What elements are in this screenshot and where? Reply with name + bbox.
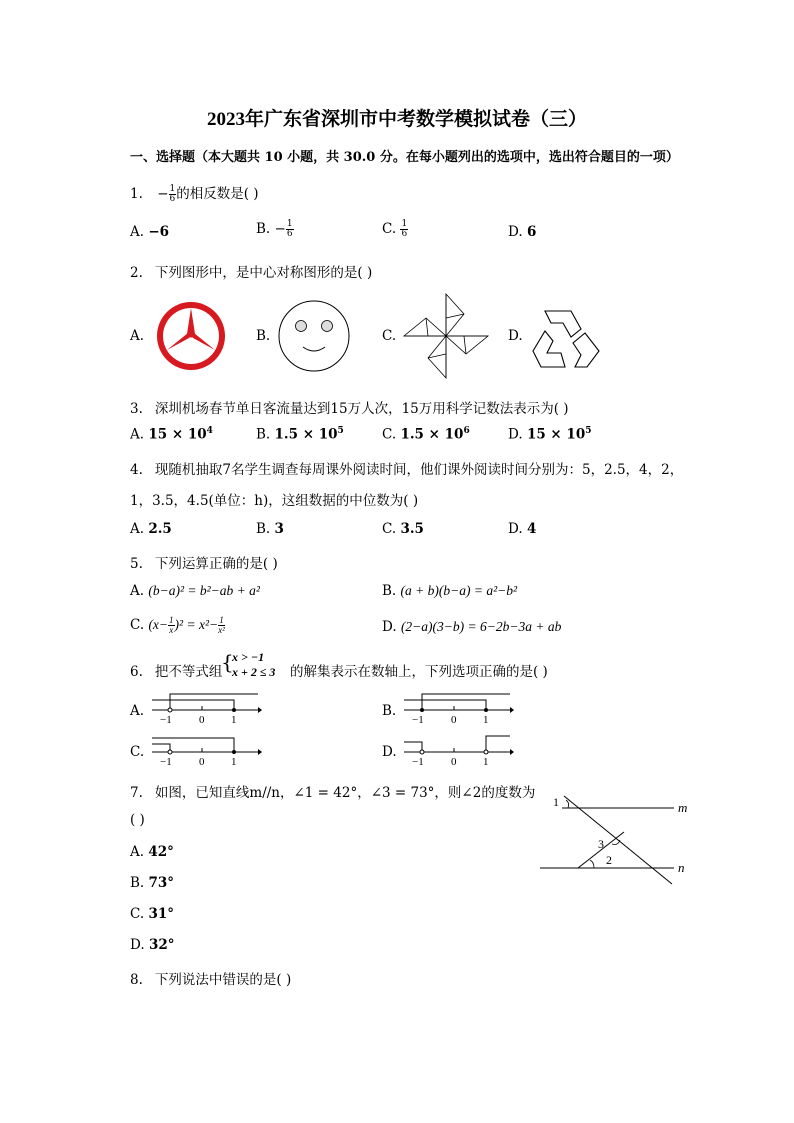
option-b: B. 73° [130, 875, 175, 891]
option-c: C. (x− $\frac{1}{x}$ )² = x²− $\frac{1}{\text{x²}}$ [130, 615, 225, 635]
smiley-face-figure [277, 300, 351, 372]
option-b: B. (a + b)(b−a) = a²−b² [382, 583, 518, 599]
option-a: A. 2.5 [130, 521, 172, 537]
option-b-label: B. [256, 328, 271, 344]
question-8: 8. 下列说法中错误的是( ) [130, 972, 292, 988]
brace: { [221, 650, 234, 674]
tick-label: 1 [231, 714, 237, 726]
question-6-tail: 的解集表示在数轴上，下列选项正确的是( ) [290, 664, 548, 680]
inequality-2: x + 2 ≤ 3 [232, 665, 276, 679]
option-b: B. $1.5 \times 10^5$ [256, 426, 344, 443]
question-5: 5. 下列运算正确的是( ) [130, 556, 278, 572]
question-4-line-1: 4. 现随机抽取7名学生调查每周课外阅读时间，他们课外阅读时间分别为：5，2.5，4，2， [130, 462, 684, 478]
option-a: A. $15 \times 10^4$ [130, 426, 213, 443]
question-number: 1. [130, 186, 143, 202]
option-c: C. 3.5 [382, 521, 424, 537]
option-d-label: D. [508, 328, 523, 344]
question-1 [130, 182, 259, 204]
option-c-label: C. [130, 744, 145, 760]
mercedes-star-figure [153, 300, 229, 372]
question-7-line-2: ( ) [130, 812, 145, 828]
tick-label: −1 [412, 756, 424, 768]
question-2: 2. 下列图形中，是中心对称图形的是( ) [130, 265, 373, 281]
option-b-label: B. [382, 703, 397, 719]
recycle-logo-figure [531, 303, 603, 369]
option-b: B. 3 [256, 521, 284, 537]
inequality-1: x > −1 [232, 650, 265, 664]
tick-label: −1 [160, 714, 172, 726]
parallel-lines-figure [538, 788, 698, 884]
option-a: A. −6 [130, 224, 170, 240]
question-6: 6. 把不等式组 [130, 664, 223, 680]
angle-label-3: 3 [598, 837, 604, 851]
line-label-n: n [678, 860, 685, 875]
option-d-label: D. [382, 744, 397, 760]
option-a-label: A. [130, 328, 145, 344]
option-a: A. (b−a)² = b²−ab + a² [130, 583, 260, 599]
tick-label: 0 [451, 714, 457, 726]
page-title: 2023年广东省深圳市中考数学模拟试卷（三） [206, 109, 587, 130]
tick-label: 0 [199, 756, 205, 768]
option-d: D. 32° [130, 937, 175, 953]
option-c: C. $\frac{1}{6}$ [382, 219, 408, 239]
section-heading: 一、选择题（本大题共 10 小题，共 30.0 分。在每小题列出的选项中，选出符合题目的一项） [130, 150, 679, 165]
pinwheel-figure [404, 294, 488, 378]
angle-label-1: 1 [553, 795, 559, 809]
tick-label: 0 [451, 756, 457, 768]
option-c-label: C. [382, 328, 397, 344]
option-d: D. (2−a)(3−b) = 6−2b−3a + ab [382, 619, 562, 635]
option-a-label: A. [130, 703, 145, 719]
option-c: C. 31° [130, 906, 174, 922]
tick-label: −1 [160, 756, 172, 768]
question-7-line-1: 7. 如图，已知直线m//n，∠1 = 42°，∠3 = 73°，则∠2的度数为 [130, 785, 536, 801]
tick-label: 0 [199, 714, 205, 726]
option-b: B. − $\frac{1}{6}$ [256, 219, 293, 239]
line-label-m: m [678, 800, 688, 815]
minus-sign: − [157, 186, 169, 202]
tick-label: 1 [483, 714, 489, 726]
option-a: A. 42° [130, 844, 174, 860]
angle-label-2: 2 [606, 853, 612, 867]
question-3: 3. 深圳机场春节单日客流量达到15万人次，15万用科学记数法表示为( ) [130, 401, 569, 417]
tick-label: 1 [231, 756, 237, 768]
tick-label: −1 [412, 714, 424, 726]
question-text: 的相反数是( ) [176, 186, 259, 202]
option-c: C. $1.5 \times 10^6$ [382, 426, 470, 443]
fraction: $\frac{1}{6}$ [169, 184, 176, 204]
option-d: D. $15 \times 10^5$ [508, 426, 592, 443]
option-d: D. 6 [508, 224, 537, 240]
question-4-line-2: 1，3.5，4.5(单位：h)，这组数据的中位数为( ) [130, 493, 419, 509]
option-d: D. 4 [508, 521, 537, 537]
tick-label: 1 [483, 756, 489, 768]
